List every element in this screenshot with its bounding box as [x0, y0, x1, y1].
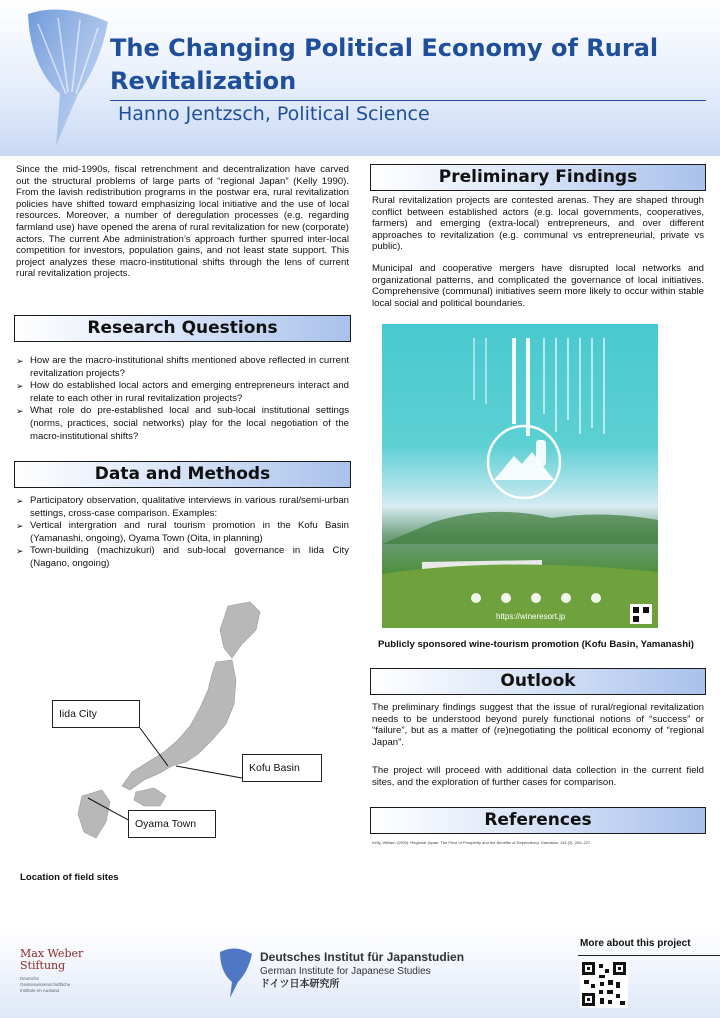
list-item: ➢ Participatory observation, qualitative interviews in various rural/semi-urban settings, cross-case comparison. Examples: — [16, 495, 349, 520]
author-line: Hanno Jentzsch, Political Science — [118, 103, 430, 125]
mws-logo-subtitle: Deutsche Geisteswissenschaftliche Institute im Ausland — [20, 976, 71, 993]
list-item: ➢ How do established local actors and emerging entrepreneurs interact and relate to each other in rural revitalization projects? — [16, 380, 349, 405]
intro-paragraph: Since the mid-1990s, fiscal retrenchment and decentralization have carved out the structural problems of large parts of “regional Japan” (Kelly 1990). From the lavish redistribution programs in the postwar era, rural revitalization policies have shifted toward emphasizing local initiative and the use of local resources. Moreover, a number of deregulation processes (e.g. regarding farmland use) have opened the arena of rural revitalization for new (corporate) actors. The current Abe administration’s approach further spurred inter-local competition for investors, population gains, and not least state support. This project analyzes these macro-institutional shifts through the lens of current rural revitalization projects. — [16, 164, 349, 280]
dij-name-english: German Institute for Japanese Studies — [260, 966, 431, 977]
wine-resort-image — [382, 324, 658, 628]
outlook-paragraph-2: The project will proceed with additional data collection in the current field sites, and the exploration of further cases for comparison. — [372, 765, 704, 788]
poster-header — [0, 0, 720, 156]
research-questions-list — [16, 355, 349, 443]
wine-tourism-photo — [382, 324, 658, 628]
qr-code-icon[interactable] — [580, 960, 628, 1008]
wineresort-url: https://wineresort.jp — [496, 612, 566, 621]
reference-entry: Kelly, William (1990): Regional Japan: The Price of Prosperity and the Benefits of Dependency. Daedalus, 119 (3), 209–227. — [372, 840, 592, 845]
dij-logo — [260, 950, 464, 991]
list-item: ➢ Town-building (machizukuri) and sub-local governance in Iida City (Nagano, ongoing) — [16, 545, 349, 570]
data-methods-heading: Data and Methods — [14, 461, 351, 488]
mws-logo-line2: Stiftung — [20, 959, 66, 972]
references-heading: References — [370, 807, 706, 834]
more-about-rule — [578, 955, 720, 956]
map-caption: Location of field sites — [20, 872, 119, 883]
data-methods-list — [16, 495, 349, 571]
photo-caption: Publicly sponsored wine-tourism promotion (Kofu Basin, Yamanashi) — [378, 639, 694, 650]
list-item: ➢ What role do pre-established local and sub-local institutional settings (norms, practices, social networks) play for the local negotiation of the macro-institutional shifts? — [16, 405, 349, 443]
title-rule — [110, 100, 706, 101]
more-about-label: More about this project — [580, 938, 691, 949]
map-label-oyama: Oyama Town — [128, 810, 216, 838]
mws-logo — [20, 948, 84, 994]
map-label-iida: Iida City — [52, 700, 140, 728]
map-label-kofu: Kofu Basin — [242, 754, 322, 782]
research-questions-heading: Research Questions — [14, 315, 351, 342]
outlook-heading: Outlook — [370, 668, 706, 695]
dij-name-german: Deutsches Institut für Japanstudien — [260, 950, 465, 964]
dij-ginkgo-icon — [214, 946, 254, 998]
findings-heading: Preliminary Findings — [370, 164, 706, 191]
list-item: ➢ How are the macro-institutional shifts mentioned above reflected in current revitalization projects? — [16, 355, 349, 380]
findings-paragraph-2: Municipal and cooperative mergers have disrupted local networks and organizational patterns, and complicated the governance of local initiatives. Comprehensive (communal) initiatives seem more likely to occur within stable local social and political boundaries. — [372, 263, 704, 309]
ginkgo-leaf-icon — [8, 4, 118, 152]
poster-title: The Changing Political Economy of Rural Revitalization — [110, 34, 659, 95]
list-item: ➢ Vertical intergration and rural tourism promotion in the Kofu Basin (Yamanashi, ongoing), Oyama Town (Oita, in planning) — [16, 520, 349, 545]
findings-paragraph-1: Rural revitalization projects are contested arenas. They are shaped through conflict between established actors (e.g. local governments, cooperatives, farmers) and emerging (extra-local) entrepreneurs, and over different approaches to revitalization (e.g. communal vs entrepreneurial, private vs public). — [372, 195, 704, 253]
mws-logo-line1: Max Weber — [20, 947, 84, 960]
poster-footer — [0, 928, 720, 1018]
dij-name-japanese: ドイツ日本研究所 — [260, 979, 340, 990]
outlook-paragraph-1: The preliminary findings suggest that the issue of rural/regional revitalization needs to be understood beyond purely functional notions of “success” or “failure”, but as a matter of (re)negotiating the political economy of “regional Japan”. — [372, 702, 704, 748]
